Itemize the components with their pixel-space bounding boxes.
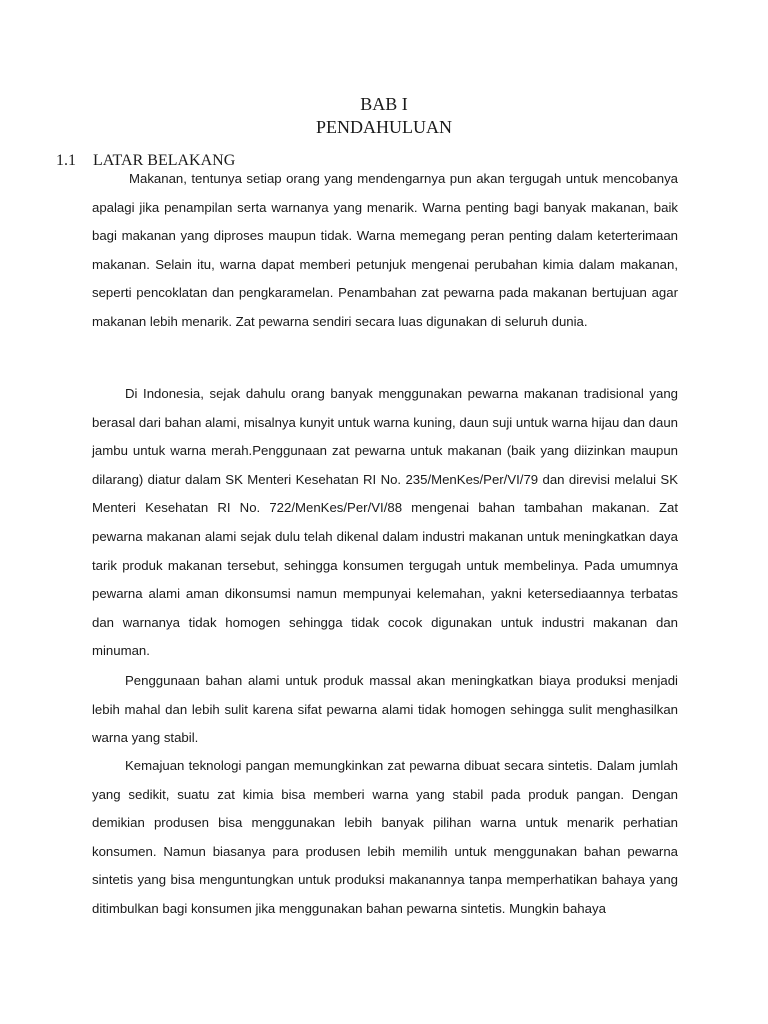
paragraph-3: Penggunaan bahan alami untuk produk massal akan meningkatkan biaya produksi menjadi lebih mahal dan lebih sulit karena sifat pewarna alami tidak homogen sehingga sulit menghasilkan warna yang stabil. — [92, 673, 678, 746]
section-title: LATAR BELAKANG — [93, 152, 236, 169]
chapter-title: PENDAHULUAN — [316, 117, 452, 137]
section-number: 1.1 — [56, 152, 76, 169]
chapter-heading: BAB I — [360, 94, 408, 114]
paragraph-1: Makanan, tentunya setiap orang yang mendengarnya pun akan tergugah untuk mencobanya apalagi jika penampilan serta warnanya yang menarik. Warna penting bagi banyak makanan, baik bagi makanan yang diproses maupun tidak. Warna memegang peran penting dalam keterterimaan makanan. Selain itu, warna dapat memberi petunjuk mengenai perubahan kimia dalam makanan, seperti pencoklatan dan pengkaramelan. Penambahan zat pewarna pada makanan bertujuan agar makanan lebih menarik. Zat pewarna sendiri secara luas digunakan di seluruh dunia. — [92, 171, 678, 329]
paragraph-2: Di Indonesia, sejak dahulu orang banyak menggunakan pewarna makanan tradisional yang berasal dari bahan alami, misalnya kunyit untuk warna kuning, daun suji untuk warna hijau dan daun jambu untuk warna merah.Penggunaan zat pewarna untuk makanan (baik yang diizinkan maupun dilarang) diatur dalam SK Menteri Kesehatan RI No. 235/MenKes/Per/VI/79 dan direvisi melalui SK Menteri Kesehatan RI No. 722/MenKes/Per/VI/88 mengenai bahan tambahan makanan. Zat pewarna makanan alami sejak dulu telah dikenal dalam industri makanan untuk meningkatkan daya tarik produk makanan tersebut, sehingga konsumen tergugah untuk membelinya. Pada umumnya pewarna alami aman dikonsumsi namun mempunyai kelemahan, yakni ketersediaannya terbatas dan warnanya tidak homogen sehingga tidak cocok digunakan untuk industri makanan dan minuman. — [92, 386, 678, 659]
paragraph-4: Kemajuan teknologi pangan memungkinkan zat pewarna dibuat secara sintetis. Dalam jumlah yang sedikit, suatu zat kimia bisa memberi warna yang stabil pada produk pangan. Dengan demikian produsen bisa menggunakan lebih banyak pilihan warna untuk menarik perhatian konsumen. Namun biasanya para produsen lebih memilih untuk menggunakan bahan pewarna sintetis yang bisa menguntungkan untuk produksi makanannya tanpa memperhatikan bahaya yang ditimbulkan bagi konsumen jika menggunakan bahan pewarna sintetis. Mungkin bahaya — [92, 758, 678, 916]
